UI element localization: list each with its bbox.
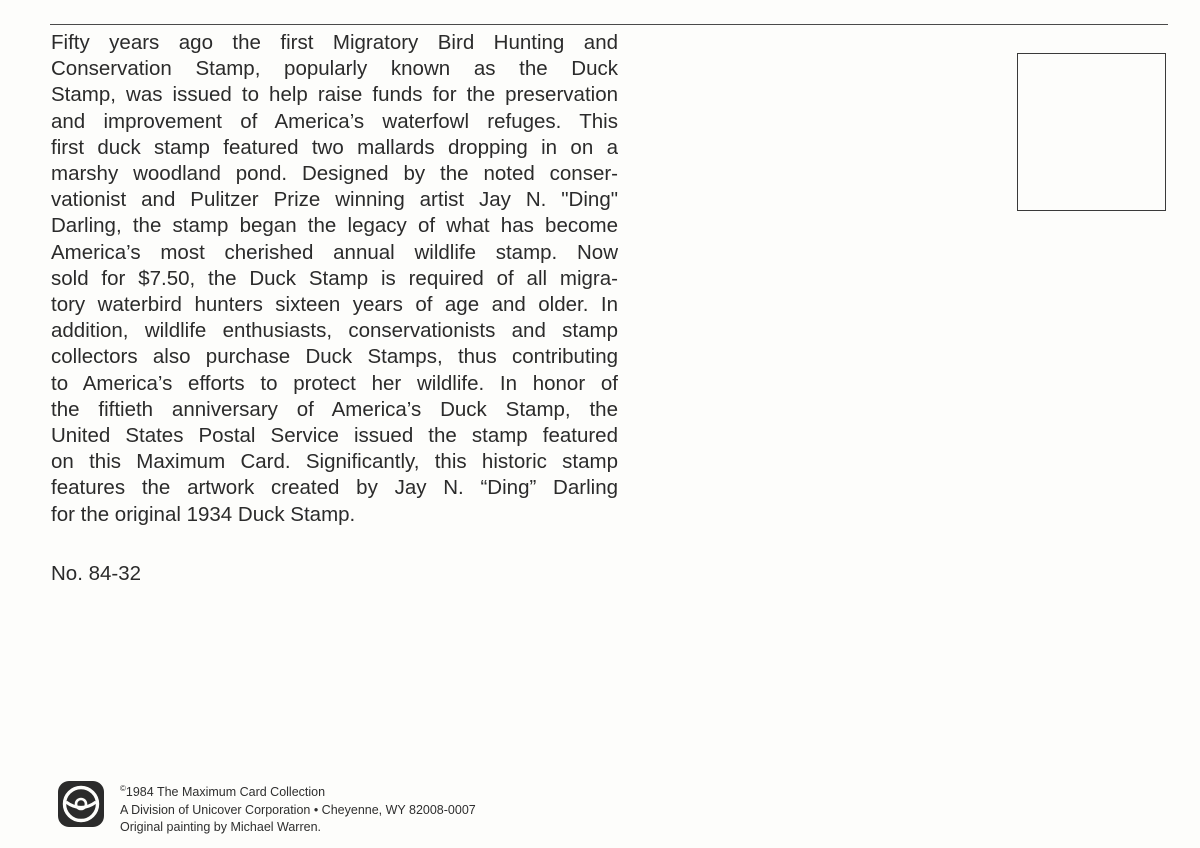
description-line: Fifty years ago the first Migratory Bird Hunting and (51, 31, 618, 54)
description-line: sold for $7.50, the Duck Stamp is required of all migra- (51, 266, 618, 290)
description-line: on this Maximum Card. Significantly, this historic stamp (51, 450, 618, 474)
copyright-symbol: © (120, 784, 126, 793)
description-line: United States Postal Service issued the stamp featured (51, 424, 618, 448)
unicover-posthorn-logo-icon (57, 780, 105, 828)
publisher-footer (120, 780, 476, 837)
description-line: to America’s efforts to protect her wildlife. In honor of (51, 371, 618, 395)
description-line: and improvement of America’s waterfowl refuges. This (51, 109, 618, 133)
stamp-placement-box (1017, 53, 1166, 211)
description-line: Conservation Stamp, popularly known as the Duck (51, 57, 618, 81)
description-line: America’s most cherished annual wildlife stamp. Now (51, 240, 618, 264)
description-line: features the artwork created by Jay N. “Ding” Darling (51, 476, 618, 500)
description-line: first duck stamp featured two mallards dropping in on a (51, 135, 618, 159)
copyright-text: 1984 The Maximum Card Collection (125, 785, 326, 800)
description-line: the fiftieth anniversary of America’s Duck Stamp, the (51, 397, 618, 421)
division-line: A Division of Unicover Corporation • Cheyenne, WY 82008-0007 (120, 802, 476, 817)
description-line: marshy woodland pond. Designed by the noted conser- (51, 162, 618, 186)
card-number: No. 84-32 (51, 562, 142, 585)
description-line: Stamp, was issued to help raise funds for the preservation (51, 83, 618, 107)
copyright-line (120, 780, 476, 802)
description-text (51, 30, 618, 528)
description-line: collectors also purchase Duck Stamps, thus contributing (51, 345, 618, 369)
description-line: for the original 1934 Duck Stamp. (51, 502, 356, 526)
painting-credit: Original painting by Michael Warren. (120, 820, 322, 835)
description-line: tory waterbird hunters sixteen years of age and older. In (51, 293, 618, 317)
description-line: vationist and Pulitzer Prize winning artist Jay N. "Ding" (51, 188, 618, 212)
description-line: addition, wildlife enthusiasts, conservationists and stamp (51, 319, 618, 343)
top-divider-rule (50, 24, 1168, 25)
description-line: Darling, the stamp began the legacy of what has become (51, 214, 618, 238)
